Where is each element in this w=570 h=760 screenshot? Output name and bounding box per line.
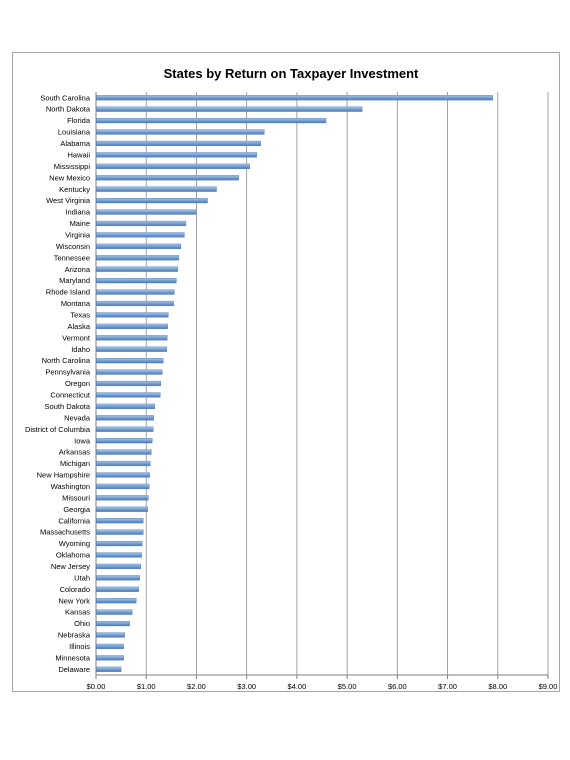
bar (97, 221, 186, 226)
category-label: Arkansas (58, 447, 90, 457)
category-label: Alaska (67, 321, 90, 331)
category-label: Massachusetts (39, 527, 90, 537)
bar (97, 130, 265, 135)
category-label: Texas (70, 310, 90, 320)
category-labels (25, 93, 91, 674)
category-label: Oregon (64, 379, 90, 389)
category-label: Maryland (59, 276, 90, 286)
category-label: Idaho (71, 344, 90, 354)
category-label: New Jersey (50, 562, 90, 572)
category-label: Missouri (62, 493, 90, 503)
bar (97, 587, 139, 592)
category-label: Maine (69, 219, 90, 229)
category-label: North Carolina (41, 356, 90, 366)
category-label: North Dakota (45, 104, 90, 114)
x-tick-label: $9.00 (538, 682, 558, 691)
x-tick-label: $0.00 (86, 682, 106, 691)
category-label: Indiana (65, 207, 90, 217)
category-label: Georgia (63, 504, 90, 514)
x-tick-label: $3.00 (237, 682, 257, 691)
bar (97, 141, 261, 146)
chart-frame (12, 52, 560, 692)
category-label: South Carolina (40, 93, 90, 103)
category-label: Tennessee (53, 253, 90, 263)
bar (97, 358, 164, 363)
bar (97, 198, 208, 203)
category-label: Rhode Island (45, 287, 90, 297)
category-label: New Hampshire (36, 470, 90, 480)
category-label: Michigan (59, 459, 90, 469)
bar (97, 267, 178, 272)
bar (97, 210, 197, 215)
category-label: Montana (60, 299, 90, 309)
category-label: New Mexico (49, 173, 90, 183)
bar (97, 404, 155, 409)
bar (97, 415, 154, 420)
category-label: Vermont (62, 333, 90, 343)
category-label: Washington (50, 481, 90, 491)
bar (97, 461, 151, 466)
category-label: Nebraska (57, 630, 90, 640)
bar (97, 598, 137, 603)
category-label: Utah (74, 573, 90, 583)
category-label: District of Columbia (24, 424, 90, 434)
x-tick-labels (87, 675, 558, 691)
bar (97, 244, 181, 249)
x-tick-label: $2.00 (187, 682, 206, 691)
category-label: West Virginia (46, 196, 90, 206)
category-label: South Dakota (44, 401, 90, 411)
bar (97, 564, 141, 569)
bar (97, 255, 179, 260)
bar (97, 95, 493, 100)
bar (97, 633, 125, 638)
category-label: Wisconsin (55, 241, 90, 251)
x-tick-label: $1.00 (136, 682, 156, 691)
bar (97, 495, 149, 500)
x-tick-label: $8.00 (488, 682, 508, 691)
x-tick-label: $6.00 (387, 682, 407, 691)
bar (97, 610, 133, 615)
category-label: Pennsylvania (45, 367, 90, 377)
bar (97, 530, 144, 535)
category-label: Hawaii (67, 150, 90, 160)
x-tick-label: $7.00 (438, 682, 457, 691)
bar (97, 278, 177, 283)
bar (97, 324, 168, 329)
bar (97, 450, 152, 455)
category-label: Louisiana (57, 127, 90, 137)
bar (97, 381, 161, 386)
bar (97, 621, 130, 626)
bar (97, 187, 217, 192)
bar (97, 484, 150, 489)
bar (97, 393, 161, 398)
bar (97, 301, 174, 306)
category-label: Florida (67, 116, 90, 126)
category-label: Kansas (64, 607, 90, 617)
category-label: Wyoming (58, 539, 90, 549)
bar (97, 232, 185, 237)
category-label: Delaware (58, 664, 90, 674)
bar (97, 164, 250, 169)
bar (97, 313, 169, 318)
bar (97, 107, 363, 112)
bar (97, 655, 124, 660)
category-label: Minnesota (55, 653, 90, 663)
category-label: Arizona (64, 264, 90, 274)
bar (97, 473, 150, 478)
category-label: New York (58, 596, 90, 606)
bar-chart (13, 53, 559, 691)
category-label: California (58, 516, 90, 526)
bar (97, 290, 175, 295)
category-label: Illinois (69, 642, 90, 652)
bar (97, 518, 144, 523)
chart-title: States by Return on Taxpayer Investment (163, 66, 419, 81)
category-label: Colorado (59, 584, 90, 594)
x-tick-label: $5.00 (337, 682, 357, 691)
category-label: Nevada (64, 413, 90, 423)
category-label: Ohio (74, 619, 90, 629)
bar-layer (97, 95, 493, 671)
bar (97, 175, 239, 180)
x-tick-label: $4.00 (287, 682, 307, 691)
bar (97, 152, 257, 157)
category-label: Virginia (65, 230, 90, 240)
bar (97, 553, 142, 558)
bar (97, 118, 327, 123)
category-label: Connecticut (50, 390, 90, 400)
category-label: Alabama (60, 139, 90, 149)
category-label: Mississippi (53, 161, 90, 171)
category-label: Iowa (74, 436, 90, 446)
category-label: Kentucky (59, 184, 90, 194)
bar (97, 575, 140, 580)
bar (97, 644, 124, 649)
bar (97, 667, 122, 672)
bar (97, 507, 148, 512)
category-label: Oklahoma (55, 550, 90, 560)
bar (97, 347, 167, 352)
bar (97, 370, 163, 375)
bar (97, 438, 153, 443)
bar (97, 335, 168, 340)
bar (97, 427, 154, 432)
bar (97, 541, 143, 546)
